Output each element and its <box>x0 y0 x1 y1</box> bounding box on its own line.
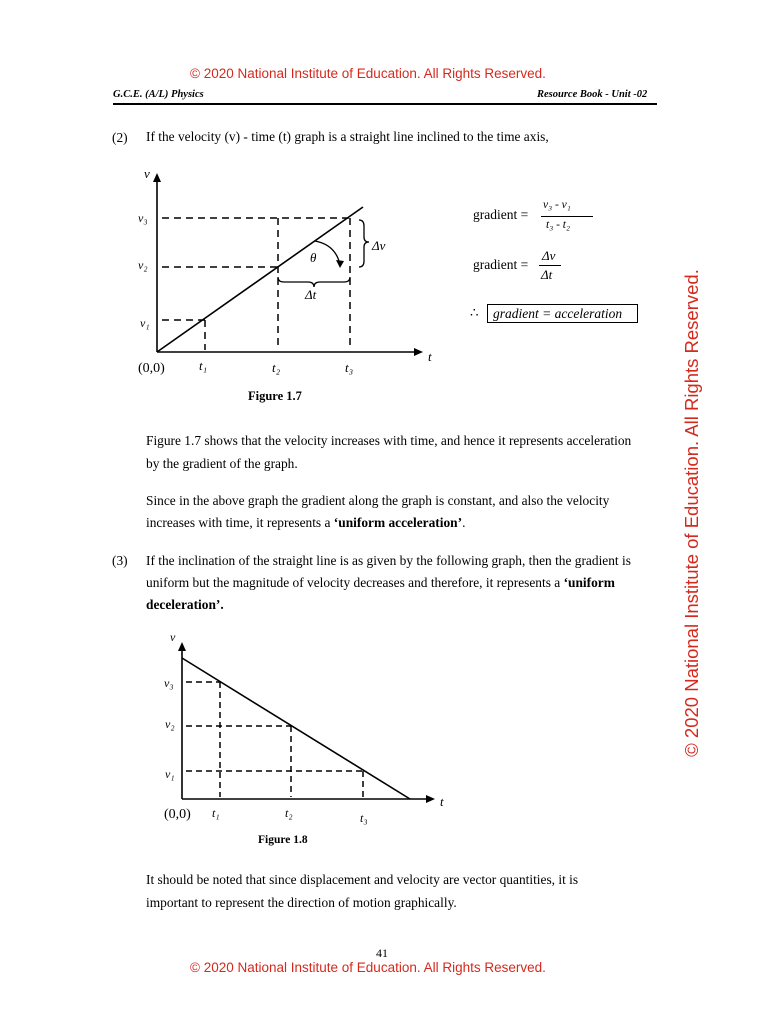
fig2-label-t2: t₂ <box>285 806 293 820</box>
fig1-dt-brace <box>278 277 350 287</box>
section-2-number: (2) <box>112 130 128 145</box>
copyright-bottom: © 2020 National Institute of Education. All Rights Reserved. <box>190 960 546 975</box>
section-3-number: (3) <box>112 553 128 568</box>
fig2-label-t1: t₁ <box>212 806 220 820</box>
fig2-label-origin: (0,0) <box>164 807 191 822</box>
formula-gradient-label-1: gradient = <box>473 207 529 222</box>
formula-fraction-bar-1 <box>541 216 593 217</box>
fig1-label-t3: t₃ <box>345 360 354 375</box>
fig2-label-t3: t₃ <box>360 811 368 825</box>
section-3-line-2-pre: uniform but the magnitude of velocity decreases and therefore, it represents a <box>146 575 564 590</box>
section-3-line-3-post: . <box>220 597 224 612</box>
section-3-line-1: If the inclination of the straight line is as given by the following graph, then the gradient is <box>146 553 631 568</box>
fig1-label-t2: t₂ <box>272 360 281 375</box>
formula-fraction-bar-2 <box>539 265 561 266</box>
formula-gradient-denominator-2: Δt <box>541 267 553 282</box>
page-number: 41 <box>376 946 388 960</box>
formula-gradient-numerator-1: v₃ - v₁ <box>543 199 571 211</box>
figure-1-8-graph <box>150 628 450 833</box>
fig2-x-arrow <box>426 795 435 803</box>
fig1-label-t: t <box>428 349 432 364</box>
formula-therefore: ∴ <box>470 305 479 320</box>
para-1-line-2: by the gradient of the graph. <box>146 456 298 471</box>
fig2-velocity-line <box>182 658 410 799</box>
fig1-label-t1: t₁ <box>199 358 208 373</box>
fig2-label-t: t <box>440 794 444 809</box>
section-3-line-3 <box>146 594 224 616</box>
header-right: Resource Book - Unit -02 <box>537 89 648 100</box>
formula-boxed-text: gradient = acceleration <box>493 306 623 321</box>
para-2-line-2-post: . <box>462 515 466 530</box>
section-3-line-3-bold: deceleration’ <box>146 597 221 612</box>
formula-gradient-numerator-2: Δv <box>542 248 556 263</box>
para-2-line-2-pre: increases with time, it represents a <box>146 515 334 530</box>
para-2-line-2 <box>146 512 465 534</box>
fig1-label-v3: v₃ <box>138 211 148 225</box>
fig1-theta-arrow <box>336 260 344 268</box>
para-4-line-2: important to represent the direction of motion graphically. <box>146 895 457 910</box>
section-3-line-2 <box>146 572 615 594</box>
fig1-label-v1: v₁ <box>140 316 150 330</box>
formula-box <box>487 304 638 323</box>
fig1-x-arrow <box>414 348 423 356</box>
copyright-vertical: © 2020 National Institute of Education. All Rights Reserved. <box>681 269 702 757</box>
figure-1-7-caption: Figure 1.7 <box>248 389 302 403</box>
para-4-line-1: It should be noted that since displacement and velocity are vector quantities, it is <box>146 872 579 887</box>
figure-1-7-graph <box>120 165 440 385</box>
header-left: G.C.E. (A/L) Physics <box>113 89 204 100</box>
fig1-label-v: v <box>144 166 150 181</box>
fig2-label-v1: v₁ <box>165 767 175 781</box>
fig1-label-theta: θ <box>310 250 317 265</box>
fig2-y-arrow <box>178 642 186 651</box>
section-3-line-2-bold: ‘uniform <box>563 575 615 590</box>
fig1-label-v2: v₂ <box>138 258 148 272</box>
formula-gradient-label-2: gradient = <box>473 257 529 272</box>
fig1-dv-brace <box>359 220 369 267</box>
para-2-line-2-bold: ‘uniform acceleration’ <box>333 515 463 530</box>
fig2-label-v2: v₂ <box>165 717 175 731</box>
figure-1-8-caption: Figure 1.8 <box>258 834 308 846</box>
fig2-label-v: v <box>170 630 176 644</box>
fig1-y-arrow <box>153 173 161 182</box>
fig1-label-origin: (0,0) <box>138 361 165 376</box>
fig1-theta-arc <box>315 241 340 265</box>
fig1-label-dt: Δt <box>305 287 317 302</box>
para-2-line-1: Since in the above graph the gradient along the graph is constant, and also the velocity <box>146 493 610 508</box>
fig2-label-v3: v₃ <box>164 676 174 690</box>
section-2-lead: If the velocity (v) - time (t) graph is a straight line inclined to the time axis, <box>146 129 549 144</box>
copyright-top: © 2020 National Institute of Education. All Rights Reserved. <box>190 66 546 81</box>
fig1-label-dv: Δv <box>372 238 386 253</box>
para-1-line-1: Figure 1.7 shows that the velocity increases with time, and hence it represents acceleration <box>146 433 632 448</box>
header-rule <box>113 103 657 105</box>
fig1-velocity-line <box>157 207 363 352</box>
formula-gradient-denominator-1: t₃ - t₂ <box>546 219 570 231</box>
